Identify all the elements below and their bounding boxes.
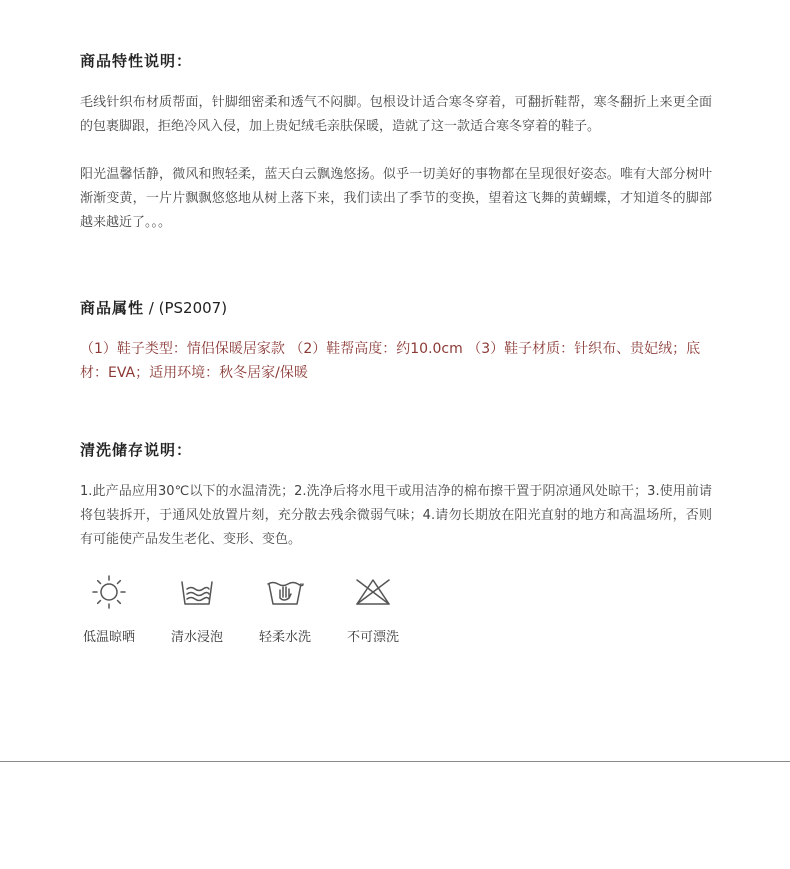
hand-wash-icon	[256, 572, 314, 612]
care-icon-item	[80, 572, 168, 645]
care-icon-label: 轻柔水洗	[258, 630, 311, 645]
features-paragraph-2: 阳光温馨恬静，微风和煦轻柔，蓝天白云飘逸悠扬。似乎一切美好的事物都在呈现很好姿态。唯有大部分树叶渐渐变黄，一片片飘飘悠悠地从树上落下来，我们读出了季节的变换，望着这飞舞的黄蝴蝶，才知道冬的脚部越来越近了。。。	[80, 167, 712, 230]
care-title: 清洗储存说明：	[80, 441, 193, 459]
attributes-text: （1）鞋子类型：情侣保暖居家款 （2）鞋帮高度：约10.0cm （3）鞋子材质：针织布、贵妃绒；底材：EVA；适用环境：秋冬居家/保暖	[80, 341, 701, 381]
care-icon-label: 清水浸泡	[170, 630, 223, 645]
care-icon-label: 低温晾晒	[82, 630, 135, 645]
water-soak-icon	[168, 572, 226, 612]
sun-dry-icon	[80, 572, 138, 612]
attributes-model: / (PS2007)	[144, 299, 228, 317]
attributes-title	[80, 297, 227, 318]
care-icon-item	[256, 572, 344, 645]
features-paragraph-1: 毛线针织布材质帮面，针脚细密柔和透气不闷脚。包根设计适合寒冬穿着，可翻折鞋帮，寒冬翻折上来更全面的包裹脚跟，拒绝冷风入侵，加上贵妃绒毛亲肤保暖，造就了这一款适合寒冬穿着的鞋子。	[80, 95, 712, 134]
bottom-divider	[0, 761, 790, 762]
care-icon-label: 不可漂洗	[346, 630, 399, 645]
no-bleach-icon	[344, 572, 402, 612]
care-icons	[80, 572, 432, 645]
attributes-title-main: 商品属性	[80, 299, 145, 317]
care-text: 1.此产品应用30℃以下的水温清洗；2.洗净后将水甩干或用洁净的棉布擦干置于阴凉通风处晾干；3.使用前请将包装拆开，于通风处放置片刻，充分散去残余微弱气味；4.请勿长期放在阳光直射的地方和高温场所，否则有可能使产品发生老化、变形、变色。	[80, 484, 712, 547]
care-icon-item	[344, 572, 432, 645]
care-icon-item	[168, 572, 256, 645]
features-title: 商品特性说明：	[80, 52, 193, 70]
